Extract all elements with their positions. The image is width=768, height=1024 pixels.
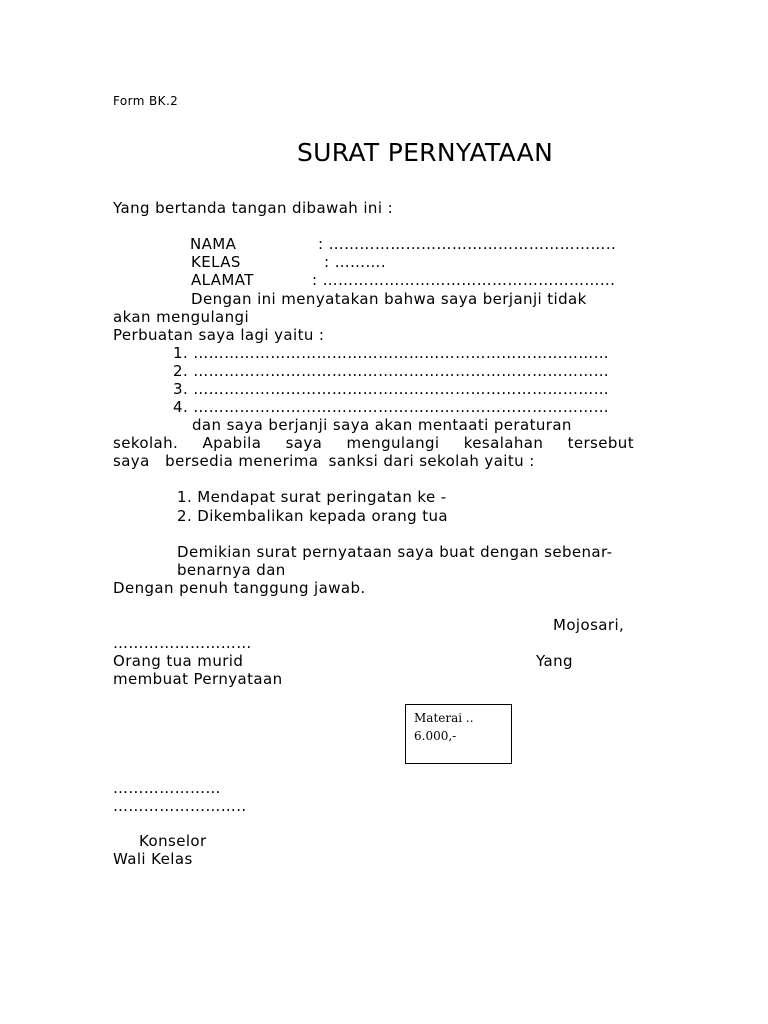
place-label: Mojosari, xyxy=(553,616,625,634)
promise-line-2 xyxy=(113,434,634,452)
stamp-line-1: Materai .. xyxy=(414,711,474,725)
promise-word: sekolah. xyxy=(113,434,179,452)
stamp-box xyxy=(405,704,512,764)
promise-word: kesalahan xyxy=(463,434,544,452)
signature-dots-2: …………………….. xyxy=(113,797,247,815)
promise-word: saya xyxy=(285,434,323,452)
form-code: Form BK.2 xyxy=(113,94,179,108)
promise-word: Apabila xyxy=(202,434,262,452)
counselor-label: Konselor xyxy=(139,832,207,850)
closing-line-3: Dengan penuh tanggung jawab. xyxy=(113,579,366,597)
sanction-item: 2. Dikembalikan kepada orang tua xyxy=(177,507,449,525)
statement-line-1: Dengan ini menyatakan bahwa saya berjanji tidak xyxy=(191,290,587,308)
alamat-value: : ………………………………………………... xyxy=(312,271,616,289)
nama-value: : ……………………………………………….. xyxy=(318,235,617,253)
sanction-item: 1. Mendapat surat peringatan ke - xyxy=(177,488,447,506)
closing-line-1: Demikian surat pernyataan saya buat dengan sebenar- xyxy=(177,543,613,561)
promise-line-1: dan saya berjanji saya akan mentaati peraturan xyxy=(192,416,572,434)
statement-line-3: Perbuatan saya lagi yaitu : xyxy=(113,326,325,344)
intro-text: Yang bertanda tangan dibawah ini : xyxy=(113,199,394,217)
date-dots: ……………………… xyxy=(113,634,252,652)
closing-line-2: benarnya dan xyxy=(177,561,286,579)
violation-item: 3. ……………………………………………………………………… xyxy=(173,380,610,398)
parent-label: Orang tua murid xyxy=(113,652,244,670)
promise-line-3: saya bersedia menerima sanksi dari sekolah yaitu : xyxy=(113,452,535,470)
violation-item: 2. ……………………………………………………………………… xyxy=(173,362,610,380)
violation-item: 4. ……………………………………………………………………… xyxy=(173,398,610,416)
maker-label-part-2: membuat Pernyataan xyxy=(113,670,283,688)
homeroom-label: Wali Kelas xyxy=(113,850,193,868)
nama-label: NAMA xyxy=(190,235,237,253)
violation-item: 1. ……………………………………………………………………… xyxy=(173,344,610,362)
promise-word: tersebut xyxy=(567,434,634,452)
statement-line-2: akan mengulangi xyxy=(113,308,250,326)
signature-dots-1: ………………… xyxy=(113,779,221,797)
maker-label-part-1: Yang xyxy=(536,652,573,670)
alamat-label: ALAMAT xyxy=(191,271,254,289)
kelas-label: KELAS xyxy=(191,253,241,271)
promise-word: mengulangi xyxy=(346,434,440,452)
stamp-line-2: 6.000,- xyxy=(414,729,457,743)
document-title: SURAT PERNYATAAN xyxy=(297,138,554,167)
kelas-value: : ………. xyxy=(324,253,386,271)
